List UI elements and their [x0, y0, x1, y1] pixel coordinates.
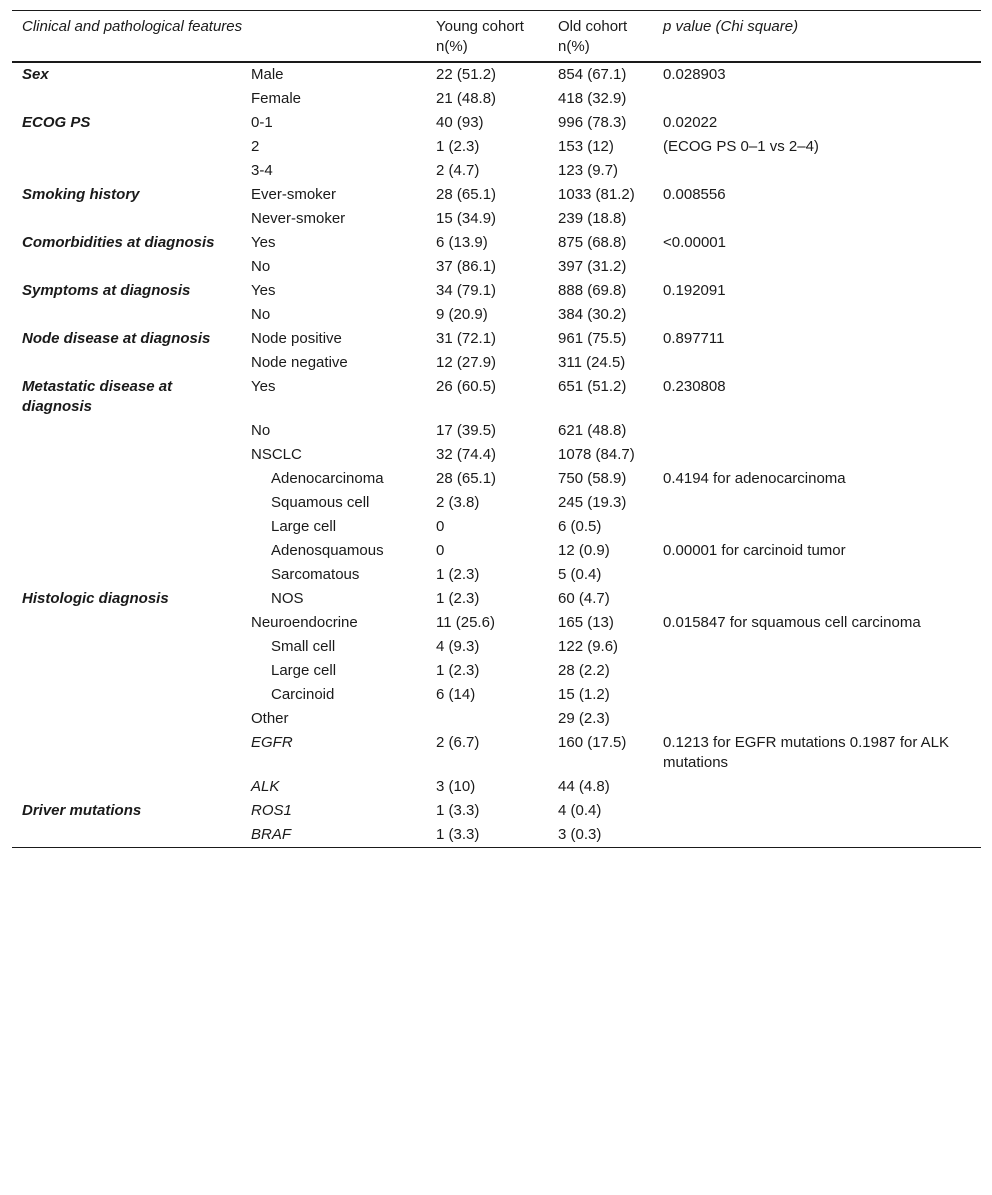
row-label: NSCLC: [251, 446, 302, 463]
row-group: [12, 443, 241, 467]
row-young: 1 (2.3): [436, 662, 480, 679]
row-old: 875 (68.8): [558, 234, 627, 251]
row-pvalue: 0.1213 for EGFR mutations 0.1987 for ALK mutations: [663, 734, 950, 771]
row-label: Small cell: [271, 638, 336, 655]
row-young: 22 (51.2): [436, 66, 497, 83]
row-pvalue: [653, 707, 981, 731]
row-pvalue: [653, 635, 981, 659]
row-old: 1078 (84.7): [558, 446, 635, 463]
table-row: [12, 351, 981, 375]
row-label: ROS1: [251, 802, 292, 819]
row-label: Never-smoker: [251, 210, 346, 227]
row-pvalue: [653, 207, 981, 231]
row-pvalue: 0.02022: [663, 114, 718, 131]
row-old: 996 (78.3): [558, 114, 627, 131]
row-old: 888 (69.8): [558, 282, 627, 299]
row-old: 60 (4.7): [558, 590, 610, 607]
row-old: 750 (58.9): [558, 470, 627, 487]
row-group: [12, 467, 241, 491]
row-old: 5 (0.4): [558, 566, 602, 583]
row-old: 44 (4.8): [558, 778, 610, 795]
row-pvalue: [653, 799, 981, 823]
row-young: 28 (65.1): [436, 186, 497, 203]
row-group: ECOG PS: [22, 114, 91, 131]
table-row: [12, 255, 981, 279]
row-young: 21 (48.8): [436, 90, 497, 107]
row-group: Smoking history: [22, 186, 140, 203]
row-label: No: [251, 306, 271, 323]
row-label: Female: [251, 90, 302, 107]
row-old: 1033 (81.2): [558, 186, 635, 203]
row-label: EGFR: [251, 734, 293, 751]
row-label: Carcinoid: [271, 686, 335, 703]
row-pvalue: [653, 587, 981, 611]
row-young: 26 (60.5): [436, 378, 497, 395]
table-row: [12, 303, 981, 327]
table-row: [12, 207, 981, 231]
table-row: [12, 159, 981, 183]
row-young: 6 (13.9): [436, 234, 488, 251]
row-label: Yes: [251, 378, 276, 395]
row-old: 245 (19.3): [558, 494, 627, 511]
row-old: 122 (9.6): [558, 638, 619, 655]
table-row: [12, 823, 981, 848]
row-group: [12, 539, 241, 563]
row-young: 31 (72.1): [436, 330, 497, 347]
row-pvalue: <0.00001: [663, 234, 726, 251]
row-young: 11 (25.6): [436, 614, 495, 631]
row-group: [12, 823, 241, 848]
row-group: Histologic diagnosis: [22, 590, 169, 607]
table-row: [12, 775, 981, 799]
table-row: [12, 635, 981, 659]
table-row: [12, 62, 981, 87]
clinical-features-table: [12, 10, 981, 848]
table-row: [12, 611, 981, 635]
row-group: [12, 611, 241, 635]
row-pvalue: [653, 303, 981, 327]
row-label: Yes: [251, 234, 276, 251]
row-young: 6 (14): [436, 686, 476, 703]
row-group: Driver mutations: [22, 802, 142, 819]
row-group: Symptoms at diagnosis: [22, 282, 191, 299]
row-label: Other: [251, 710, 289, 727]
row-pvalue: 0.008556: [663, 186, 726, 203]
table-row: [12, 587, 981, 611]
row-old: 418 (32.9): [558, 90, 627, 107]
row-label: Node positive: [251, 330, 342, 347]
row-pvalue: [653, 351, 981, 375]
row-pvalue: [653, 823, 981, 848]
row-old: 6 (0.5): [558, 518, 602, 535]
table-row: [12, 659, 981, 683]
row-young: 15 (34.9): [436, 210, 497, 227]
table-row: [12, 231, 981, 255]
row-pvalue: 0.028903: [663, 66, 726, 83]
table-row: [12, 731, 981, 775]
row-young: 2 (6.7): [436, 734, 480, 751]
row-young: [426, 707, 548, 731]
row-old: 29 (2.3): [558, 710, 610, 727]
row-group: Sex: [22, 66, 49, 83]
table-row: [12, 279, 981, 303]
header-young: Young cohort n(%): [436, 18, 524, 55]
row-young: 0: [436, 518, 445, 535]
row-label: Male: [251, 66, 284, 83]
header-features: Clinical and pathological features: [22, 18, 243, 35]
row-young: 40 (93): [436, 114, 484, 131]
table-row: [12, 419, 981, 443]
row-young: 17 (39.5): [436, 422, 497, 439]
row-group: Metastatic disease at diagnosis: [22, 378, 173, 415]
row-pvalue: [653, 87, 981, 111]
row-group: [12, 303, 241, 327]
row-label: Ever-smoker: [251, 186, 337, 203]
row-label: Neuroendocrine: [251, 614, 358, 631]
row-young: 1 (3.3): [436, 802, 480, 819]
header-pvalue: p value (Chi square): [663, 18, 799, 35]
row-group: [12, 135, 241, 159]
row-group: [12, 419, 241, 443]
row-group: [12, 563, 241, 587]
row-old: 153 (12): [558, 138, 614, 155]
row-label: Yes: [251, 282, 276, 299]
row-pvalue: [653, 255, 981, 279]
table-row: [12, 707, 981, 731]
row-group: [12, 159, 241, 183]
row-label: Adenosquamous: [271, 542, 384, 559]
row-young: 9 (20.9): [436, 306, 488, 323]
table-row: [12, 515, 981, 539]
row-old: 28 (2.2): [558, 662, 610, 679]
header-row: [12, 11, 981, 63]
row-label: Large cell: [271, 518, 337, 535]
row-pvalue: [653, 159, 981, 183]
row-group: [12, 87, 241, 111]
row-group: [12, 491, 241, 515]
table-row: [12, 467, 981, 491]
row-old: 12 (0.9): [558, 542, 610, 559]
row-pvalue: 0.4194 for adenocarcinoma: [663, 470, 846, 487]
row-group: [12, 707, 241, 731]
row-young: 1 (3.3): [436, 826, 480, 843]
row-group: [12, 635, 241, 659]
row-group: Node disease at diagnosis: [22, 330, 211, 347]
row-label: 0-1: [251, 114, 273, 131]
row-old: 239 (18.8): [558, 210, 627, 227]
row-label: No: [251, 422, 271, 439]
row-pvalue: [653, 775, 981, 799]
row-old: 651 (51.2): [558, 378, 627, 395]
table-row: [12, 327, 981, 351]
table-row: [12, 443, 981, 467]
row-young: 1 (2.3): [436, 566, 480, 583]
table-row: [12, 135, 981, 159]
table-row: [12, 539, 981, 563]
row-pvalue: 0.192091: [663, 282, 726, 299]
row-label: 2: [251, 138, 260, 155]
table-row: [12, 683, 981, 707]
row-group: [12, 351, 241, 375]
row-old: 3 (0.3): [558, 826, 602, 843]
row-old: 384 (30.2): [558, 306, 627, 323]
row-pvalue: [653, 659, 981, 683]
row-pvalue: [653, 491, 981, 515]
row-young: 1 (2.3): [436, 590, 480, 607]
row-label: Node negative: [251, 354, 348, 371]
row-pvalue: [653, 563, 981, 587]
row-young: 3 (10): [436, 778, 476, 795]
row-label: ALK: [251, 778, 280, 795]
row-pvalue: [653, 515, 981, 539]
row-pvalue: [653, 683, 981, 707]
row-old: 961 (75.5): [558, 330, 627, 347]
header-old: Old cohort n(%): [558, 18, 628, 55]
row-label: NOS: [271, 590, 304, 607]
row-old: 165 (13): [558, 614, 614, 631]
row-old: 4 (0.4): [558, 802, 602, 819]
row-group: [12, 683, 241, 707]
row-label: Sarcomatous: [271, 566, 360, 583]
row-pvalue: (ECOG PS 0–1 vs 2–4): [663, 138, 819, 155]
row-group: [12, 207, 241, 231]
row-group: Comorbidities at diagnosis: [22, 234, 215, 251]
row-pvalue: 0.897711: [663, 330, 725, 347]
row-old: 15 (1.2): [558, 686, 610, 703]
row-label: Adenocarcinoma: [271, 470, 384, 487]
row-young: 0: [436, 542, 445, 559]
row-group: [12, 659, 241, 683]
row-old: 123 (9.7): [558, 162, 619, 179]
table-header: [12, 11, 981, 63]
row-old: 621 (48.8): [558, 422, 627, 439]
row-young: 2 (4.7): [436, 162, 480, 179]
row-group: [12, 731, 241, 775]
row-old: 854 (67.1): [558, 66, 627, 83]
row-old: 160 (17.5): [558, 734, 627, 751]
row-label: 3-4: [251, 162, 273, 179]
row-label: No: [251, 258, 271, 275]
row-young: 1 (2.3): [436, 138, 480, 155]
row-young: 34 (79.1): [436, 282, 497, 299]
table-row: [12, 799, 981, 823]
row-young: 37 (86.1): [436, 258, 497, 275]
table-row: [12, 491, 981, 515]
table-body: [12, 62, 981, 848]
row-pvalue: 0.00001 for carcinoid tumor: [663, 542, 846, 559]
row-pvalue: 0.015847 for squamous cell carcinoma: [663, 614, 921, 631]
row-young: 4 (9.3): [436, 638, 480, 655]
table-row: [12, 563, 981, 587]
row-group: [12, 255, 241, 279]
row-young: 32 (74.4): [436, 446, 497, 463]
row-young: 2 (3.8): [436, 494, 480, 511]
row-label: BRAF: [251, 826, 292, 843]
row-young: 12 (27.9): [436, 354, 497, 371]
row-group: [12, 775, 241, 799]
row-label: Large cell: [271, 662, 337, 679]
table-row: [12, 111, 981, 135]
row-pvalue: 0.230808: [663, 378, 726, 395]
row-pvalue: [653, 419, 981, 443]
row-old: 311 (24.5): [558, 354, 626, 371]
table-row: [12, 87, 981, 111]
row-young: 28 (65.1): [436, 470, 497, 487]
table-row: [12, 183, 981, 207]
row-pvalue: [653, 443, 981, 467]
row-group: [12, 515, 241, 539]
table-row: [12, 375, 981, 419]
row-old: 397 (31.2): [558, 258, 627, 275]
row-label: Squamous cell: [271, 494, 370, 511]
